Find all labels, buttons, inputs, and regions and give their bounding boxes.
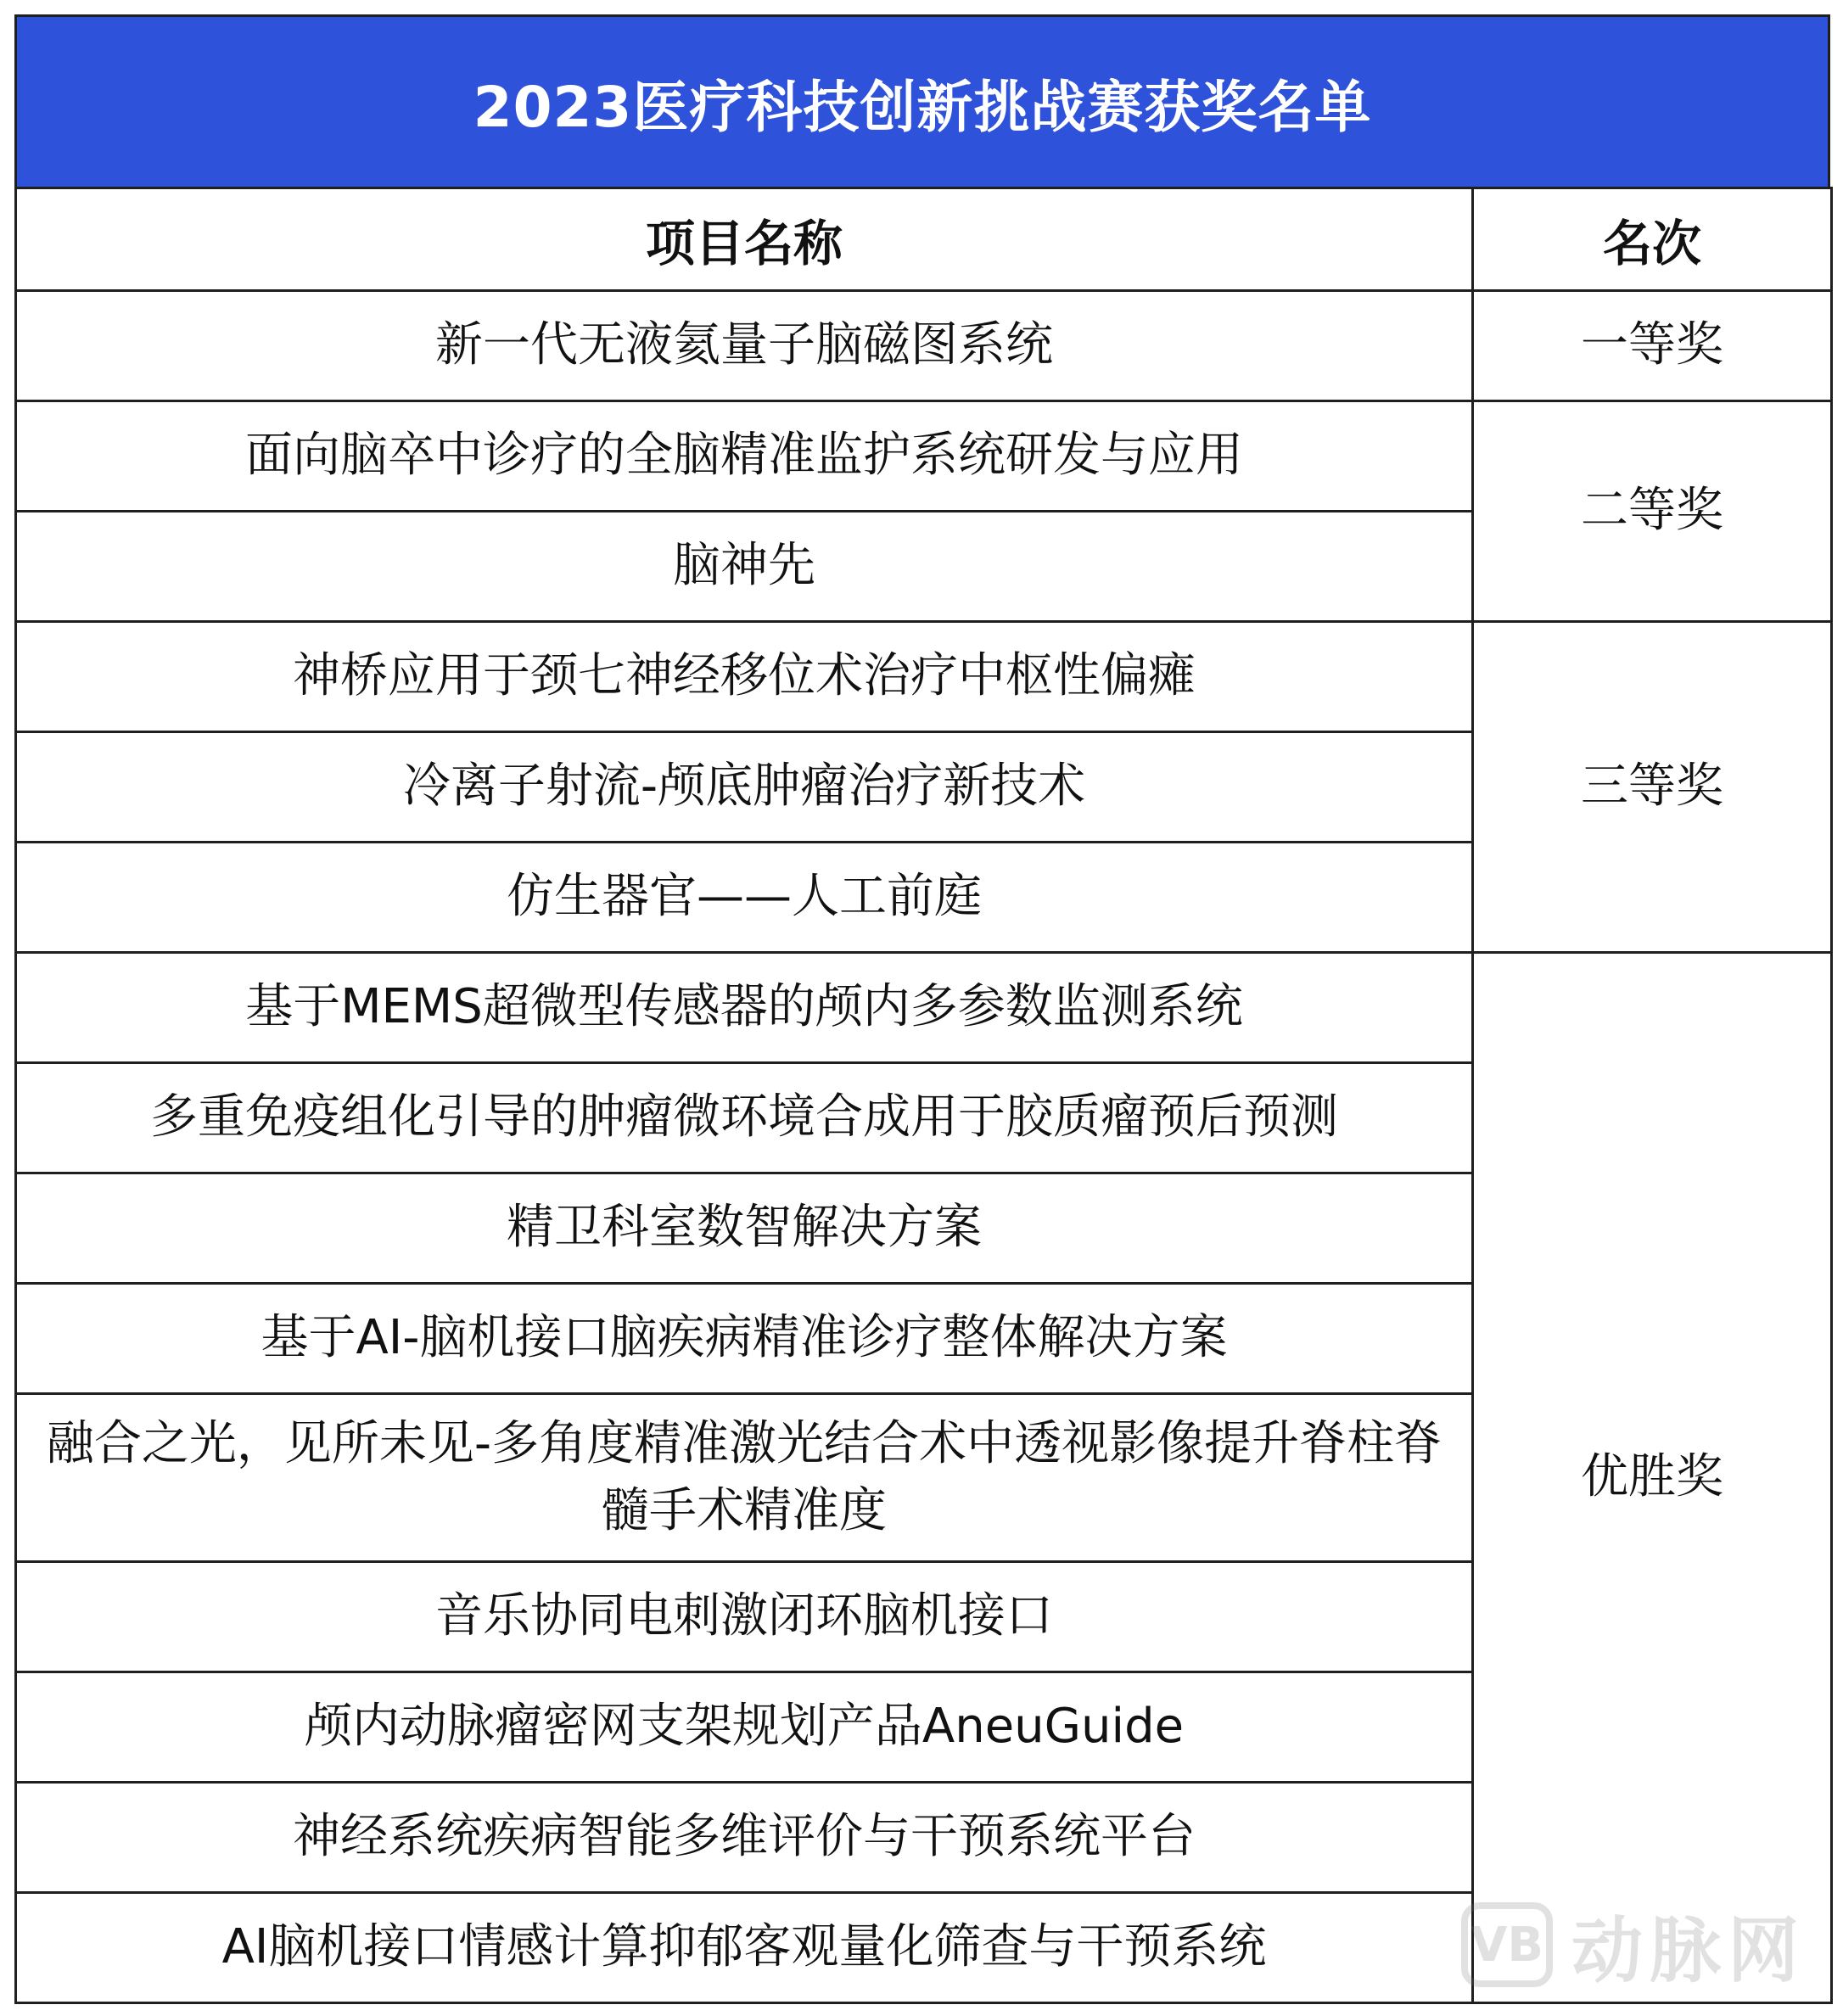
project-name-cell: 基于AI-脑机接口脑疾病精准诊疗整体解决方案: [16, 1284, 1473, 1394]
award-rows: [16, 291, 1832, 2003]
project-name-cell: 冷离子射流-颅底肿瘤治疗新技术: [16, 732, 1473, 843]
project-name-cell: AI脑机接口情感计算抑郁客观量化筛查与干预系统: [16, 1893, 1473, 2003]
project-name-cell: 多重免疫组化引导的肿瘤微环境合成用于胶质瘤预后预测: [16, 1063, 1473, 1173]
project-name-cell: 新一代无液氦量子脑磁图系统: [16, 291, 1473, 401]
project-name-cell: 颅内动脉瘤密网支架规划产品AneuGuide: [16, 1672, 1473, 1783]
rank-cell: 二等奖: [1473, 401, 1832, 622]
header-rank: 名次: [1473, 188, 1832, 291]
project-name-cell: 面向脑卒中诊疗的全脑精准监护系统研发与应用: [16, 401, 1473, 512]
project-name-cell: 脑神先: [16, 512, 1473, 622]
table-row: [16, 953, 1832, 1063]
brand-name: 动脉网: [1571, 1908, 1807, 1992]
rank-cell: 一等奖: [1473, 291, 1832, 401]
rank-cell: 优胜奖: [1473, 953, 1832, 2003]
header-project-name: 项目名称: [16, 188, 1473, 291]
award-table: [14, 187, 1833, 2004]
header-row: [16, 188, 1832, 291]
project-name-cell: 融合之光，见所未见-多角度精准激光结合术中透视影像提升脊柱脊髓手术精准度: [16, 1394, 1473, 1562]
table-title: 2023医疗科技创新挑战赛获奖名单: [14, 14, 1830, 187]
table-row: [16, 291, 1832, 401]
project-name-cell: 神经系统疾病智能多维评价与干预系统平台: [16, 1783, 1473, 1893]
project-name-cell: 精卫科室数智解决方案: [16, 1173, 1473, 1284]
watermark: [1461, 1902, 1807, 1992]
table-row: [16, 401, 1832, 512]
award-sheet: [14, 14, 1830, 2004]
project-name-cell: 基于MEMS超微型传感器的颅内多参数监测系统: [16, 953, 1473, 1063]
project-name-cell: 音乐协同电刺激闭环脑机接口: [16, 1562, 1473, 1672]
project-name-cell: 神桥应用于颈七神经移位术治疗中枢性偏瘫: [16, 622, 1473, 732]
table-row: [16, 622, 1832, 732]
brand-logo-icon: VB: [1461, 1902, 1553, 1987]
rank-cell: 三等奖: [1473, 622, 1832, 953]
project-name-cell: 仿生器官——人工前庭: [16, 843, 1473, 953]
